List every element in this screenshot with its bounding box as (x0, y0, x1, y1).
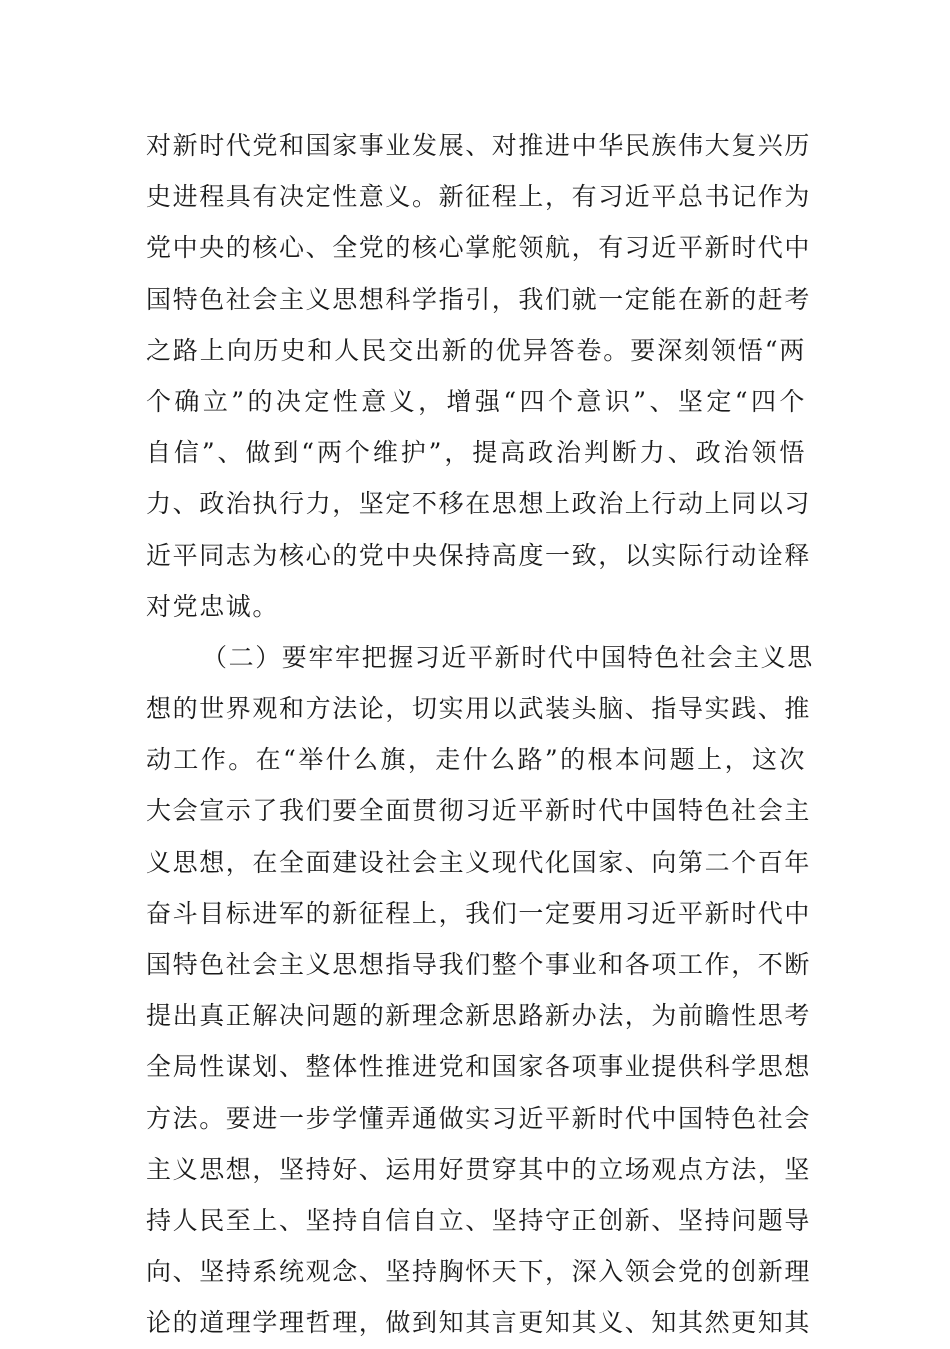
text-line: 全局性谋划、整体性推进党和国家各项事业提供科学思想 (146, 1052, 812, 1082)
paragraph-2 (146, 632, 814, 1349)
text-line: 自信”、做到“两个维护”，提高政治判断力、政治领悟 (146, 438, 806, 468)
text-line: 向、坚持系统观念、坚持胸怀天下，深入领会党的创新理 (146, 1257, 812, 1287)
text-line: 动工作。在“举什么旗，走什么路”的根本问题上，这次 (146, 745, 806, 775)
paragraph-1 (146, 120, 812, 632)
text-line: 史进程具有决定性意义。新征程上，有习近平总书记作为 (146, 182, 812, 212)
text-line: 方法。要进一步学懂弄通做实习近平新时代中国特色社会 (146, 1103, 812, 1133)
text-line: 论的道理学理哲理，做到知其言更知其义、知其然更知其 (146, 1308, 812, 1338)
text-line: 主义思想，坚持好、运用好贯穿其中的立场观点方法，坚 (146, 1154, 812, 1184)
text-line: 想的世界观和方法论，切实用以武装头脑、指导实践、推 (146, 694, 812, 724)
text-line: 大会宣示了我们要全面贯彻习近平新时代中国特色社会主 (146, 796, 812, 826)
text-line: 近平同志为核心的党中央保持高度一致，以实际行动诠释 (146, 540, 812, 570)
text-line: 持人民至上、坚持自信自立、坚持守正创新、坚持问题导 (146, 1205, 812, 1235)
text-line: 对新时代党和国家事业发展、对推进中华民族伟大复兴历 (146, 131, 812, 160)
text-line: 个确立”的决定性意义，增强“四个意识”、坚定“四个 (146, 386, 806, 416)
text-line: 国特色社会主义思想指导我们整个事业和各项工作，不断 (146, 950, 812, 979)
text-line: 国特色社会主义思想科学指引，我们就一定能在新的赶考 (146, 284, 812, 314)
text-line-indented: （二）要牢牢把握习近平新时代中国特色社会主义思 (202, 642, 814, 672)
text-line: 之路上向历史和人民交出新的优异答卷。要深刻领悟“两 (146, 335, 806, 365)
text-line: 奋斗目标进军的新征程上，我们一定要用习近平新时代中 (146, 898, 812, 928)
document-body (146, 120, 814, 1349)
text-line: 党中央的核心、全党的核心掌舵领航，有习近平新时代中 (146, 233, 812, 263)
text-line: 义思想，在全面建设社会主义现代化国家、向第二个百年 (146, 847, 812, 877)
text-line: 对党忠诚。 (146, 591, 280, 621)
text-line: 提出真正解决问题的新理念新思路新办法，为前瞻性思考 (146, 1001, 812, 1031)
text-line: 力、政治执行力，坚定不移在思想上政治上行动上同以习 (146, 489, 812, 519)
